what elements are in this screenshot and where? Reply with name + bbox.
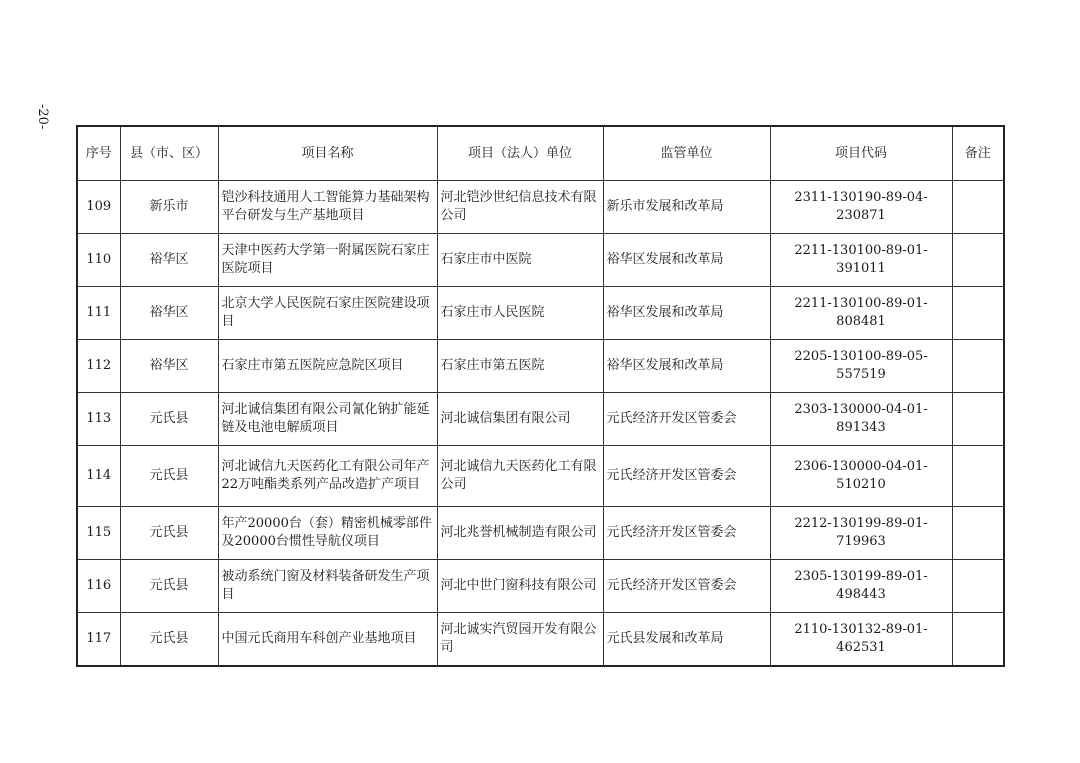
cell-project-code: 2212-130199-89-01-719963 <box>770 507 952 560</box>
cell-project-name: 石家庄市第五医院应急院区项目 <box>218 340 437 393</box>
cell-legal-unit: 河北诚实汽贸园开发有限公司 <box>437 613 603 667</box>
cell-project-name: 铠沙科技通用人工智能算力基础架构平台研发与生产基地项目 <box>218 181 437 234</box>
cell-serial-number: 116 <box>77 560 120 613</box>
cell-legal-unit: 河北诚信集团有限公司 <box>437 393 603 446</box>
cell-supervisor: 元氏经济开发区管委会 <box>603 393 770 446</box>
cell-remark <box>952 446 1004 507</box>
cell-project-name: 北京大学人民医院石家庄医院建设项目 <box>218 287 437 340</box>
cell-county: 裕华区 <box>120 340 218 393</box>
cell-remark <box>952 340 1004 393</box>
page-number: -20- <box>35 104 50 130</box>
cell-legal-unit: 河北诚信九天医药化工有限公司 <box>437 446 603 507</box>
cell-supervisor: 裕华区发展和改革局 <box>603 287 770 340</box>
projects-table <box>76 125 1005 667</box>
table-header-row <box>77 126 1004 181</box>
header-county: 县（市、区） <box>120 126 218 181</box>
cell-serial-number: 109 <box>77 181 120 234</box>
cell-legal-unit: 河北中世门窗科技有限公司 <box>437 560 603 613</box>
cell-county: 新乐市 <box>120 181 218 234</box>
cell-project-code: 2211-130100-89-01-808481 <box>770 287 952 340</box>
cell-remark <box>952 234 1004 287</box>
cell-legal-unit: 河北兆誉机械制造有限公司 <box>437 507 603 560</box>
cell-remark <box>952 181 1004 234</box>
cell-supervisor: 裕华区发展和改革局 <box>603 340 770 393</box>
cell-legal-unit: 石家庄市第五医院 <box>437 340 603 393</box>
table-row <box>77 287 1004 340</box>
cell-serial-number: 114 <box>77 446 120 507</box>
header-supervisor: 监管单位 <box>603 126 770 181</box>
cell-county: 元氏县 <box>120 560 218 613</box>
cell-remark <box>952 287 1004 340</box>
header-remark: 备注 <box>952 126 1004 181</box>
cell-remark <box>952 393 1004 446</box>
table-row <box>77 340 1004 393</box>
cell-supervisor: 元氏经济开发区管委会 <box>603 446 770 507</box>
table-row <box>77 560 1004 613</box>
table-row <box>77 446 1004 507</box>
table-row <box>77 613 1004 667</box>
header-project-code: 项目代码 <box>770 126 952 181</box>
cell-supervisor: 新乐市发展和改革局 <box>603 181 770 234</box>
cell-project-name: 河北诚信集团有限公司氰化钠扩能延链及电池电解质项目 <box>218 393 437 446</box>
cell-supervisor: 元氏县发展和改革局 <box>603 613 770 667</box>
cell-project-code: 2311-130190-89-04-230871 <box>770 181 952 234</box>
cell-county: 裕华区 <box>120 287 218 340</box>
cell-county: 元氏县 <box>120 613 218 667</box>
cell-serial-number: 111 <box>77 287 120 340</box>
cell-county: 元氏县 <box>120 507 218 560</box>
cell-legal-unit: 石家庄市人民医院 <box>437 287 603 340</box>
cell-project-code: 2110-130132-89-01-462531 <box>770 613 952 667</box>
cell-remark <box>952 507 1004 560</box>
cell-supervisor: 元氏经济开发区管委会 <box>603 507 770 560</box>
cell-project-name: 被动系统门窗及材料装备研发生产项目 <box>218 560 437 613</box>
header-project-name: 项目名称 <box>218 126 437 181</box>
cell-project-name: 中国元氏商用车科创产业基地项目 <box>218 613 437 667</box>
table-row <box>77 234 1004 287</box>
cell-project-name: 天津中医药大学第一附属医院石家庄医院项目 <box>218 234 437 287</box>
cell-project-name: 河北诚信九天医药化工有限公司年产22万吨酯类系列产品改造扩产项目 <box>218 446 437 507</box>
table-row <box>77 181 1004 234</box>
cell-serial-number: 110 <box>77 234 120 287</box>
cell-serial-number: 113 <box>77 393 120 446</box>
cell-supervisor: 元氏经济开发区管委会 <box>603 560 770 613</box>
cell-remark <box>952 613 1004 667</box>
cell-project-code: 2211-130100-89-01-391011 <box>770 234 952 287</box>
cell-legal-unit: 河北铠沙世纪信息技术有限公司 <box>437 181 603 234</box>
cell-county: 裕华区 <box>120 234 218 287</box>
cell-serial-number: 117 <box>77 613 120 667</box>
cell-serial-number: 112 <box>77 340 120 393</box>
header-legal-unit: 项目（法人）单位 <box>437 126 603 181</box>
cell-county: 元氏县 <box>120 393 218 446</box>
cell-project-code: 2305-130199-89-01-498443 <box>770 560 952 613</box>
table-row <box>77 393 1004 446</box>
cell-supervisor: 裕华区发展和改革局 <box>603 234 770 287</box>
cell-project-code: 2205-130100-89-05-557519 <box>770 340 952 393</box>
header-serial-number: 序号 <box>77 126 120 181</box>
cell-project-name: 年产20000台（套）精密机械零部件及20000台惯性导航仪项目 <box>218 507 437 560</box>
cell-remark <box>952 560 1004 613</box>
cell-legal-unit: 石家庄市中医院 <box>437 234 603 287</box>
cell-county: 元氏县 <box>120 446 218 507</box>
cell-serial-number: 115 <box>77 507 120 560</box>
table-row <box>77 507 1004 560</box>
cell-project-code: 2306-130000-04-01-510210 <box>770 446 952 507</box>
cell-project-code: 2303-130000-04-01-891343 <box>770 393 952 446</box>
